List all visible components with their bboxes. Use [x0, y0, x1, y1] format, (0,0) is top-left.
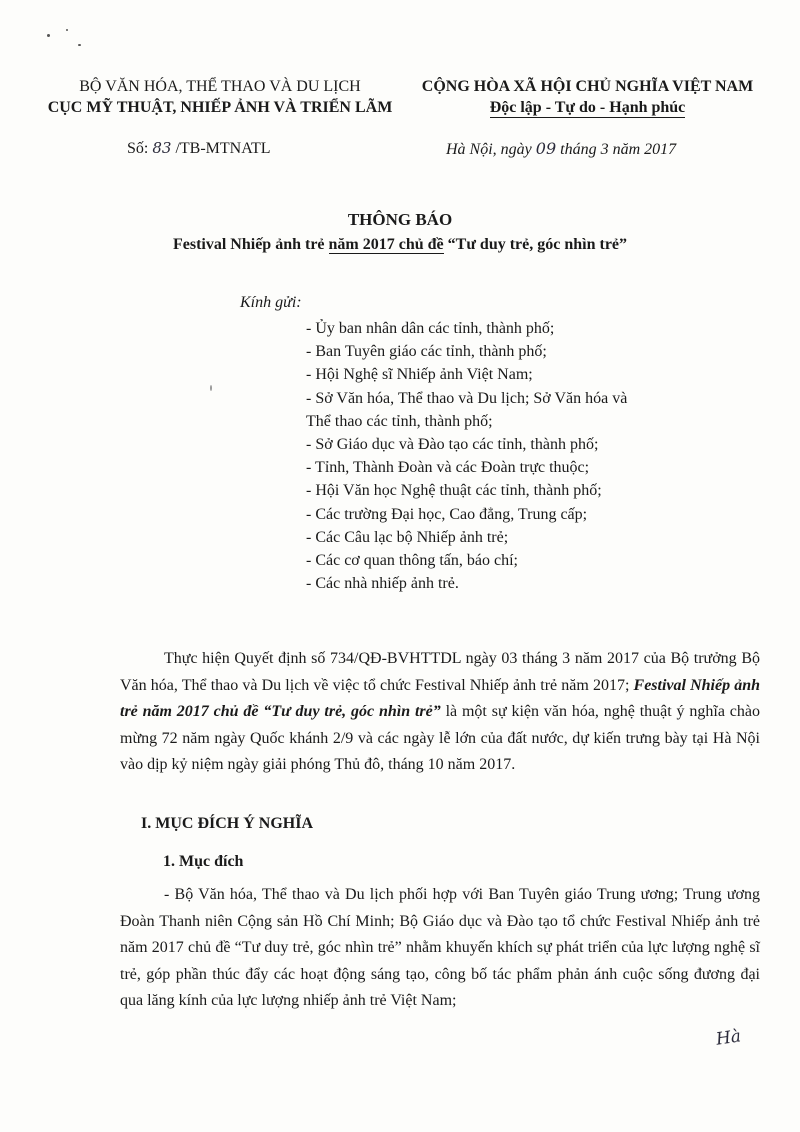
intro-text-b: là một sự kiện văn hóa, nghệ thuật ý nghĩa chào mừng 72 năm ngày Quốc khánh 2/9 và các ngày lễ lớn của đất nước, dự kiến trưng bày tại Hà Nội vào dịp kỷ niệm ngày giải phóng Thủ đô, tháng 10 năm 2017. [120, 703, 761, 773]
national-header [405, 76, 770, 118]
list-item: - Ban Tuyên giáo các tỉnh, thành phố; [306, 343, 547, 361]
list-item: - Các Câu lạc bộ Nhiếp ảnh trẻ; [306, 528, 509, 546]
recipient-list [306, 317, 736, 595]
intro-emphasis: Festival Nhiếp ảnh trẻ năm 2017 chủ đề “Tư duy trẻ, góc nhìn trẻ” [120, 676, 761, 720]
date-day-handwritten: 09 [535, 139, 557, 158]
intro-paragraph [120, 646, 760, 779]
list-item: Thể thao các tỉnh, thành phố; [306, 412, 493, 430]
section-heading: I. MỤC ĐÍCH Ý NGHĨA [141, 815, 313, 832]
document-title: THÔNG BÁO [347, 210, 453, 229]
scan-speck [66, 29, 68, 31]
intro-text-a: Thực hiện Quyết định số 734/QĐ-BVHTTDL ngày 03 tháng 3 năm 2017 của Bộ trưởng Bộ Văn hóa, Thể thao và Du lịch về việc tổ chức Festival Nhiếp ảnh trẻ năm 2017; [120, 650, 760, 694]
handwritten-initials: Hà [714, 1026, 743, 1050]
national-motto: Độc lập - Tự do - Hạnh phúc [489, 99, 686, 116]
document-subtitle [0, 236, 800, 254]
document-date [446, 139, 676, 159]
issuer-block [40, 76, 400, 118]
subsection-heading: 1. Mục đích [163, 853, 244, 870]
list-item: - Các cơ quan thông tấn, báo chí; [306, 552, 518, 570]
purpose-paragraph: - Bộ Văn hóa, Thể thao và Du lịch phối hợp với Ban Tuyên giáo Trung ương; Trung ương Đoàn Thanh niên Cộng sản Hồ Chí Minh; Bộ Giáo dục và Đào tạo tổ chức Festival Nhiếp ảnh trẻ năm 2017 chủ đề “Tư duy trẻ, góc nhìn trẻ” nhằm khuyến khích sự phát triển của lực lượng nghệ sĩ trẻ, góp phần thúc đẩy các hoạt động sáng tạo, công bố tác phẩm phản ánh cuộc sống đương đại qua lăng kính của lực lượng nhiếp ảnh trẻ Việt Nam; [120, 886, 760, 1009]
list-item: - Ủy ban nhân dân các tỉnh, thành phố; [306, 320, 555, 337]
subtitle-part2: năm 2017 chủ đề [328, 236, 444, 253]
list-item: - Hội Nghệ sĩ Nhiếp ảnh Việt Nam; [306, 366, 533, 384]
doc-number-prefix: Số: [127, 140, 149, 157]
greeting: Kính gửi: [240, 294, 302, 311]
list-item: - Tỉnh, Thành Đoàn và các Đoàn trực thuộc; [306, 459, 590, 477]
date-suffix: tháng 3 năm 2017 [560, 141, 677, 158]
doc-number-handwritten: 83 [152, 139, 172, 157]
list-item: - Các nhà nhiếp ảnh trẻ. [306, 575, 459, 593]
list-item: - Các trường Đại học, Cao đẳng, Trung cấp; [306, 505, 588, 523]
doc-number-suffix: /TB-MTNATL [175, 140, 271, 157]
country-name: CỘNG HÒA XÃ HỘI CHỦ NGHĨA VIỆT NAM [421, 78, 754, 95]
subtitle-part3: “Tư duy trẻ, góc nhìn trẻ” [447, 236, 628, 253]
scan-speck [47, 34, 50, 37]
document-number [127, 139, 271, 158]
list-item: - Sở Giáo dục và Đào tạo các tỉnh, thành phố; [306, 436, 599, 454]
date-prefix: Hà Nội, ngày [446, 141, 532, 158]
department-name: CỤC MỸ THUẬT, NHIẾP ẢNH VÀ TRIỂN LÃM [47, 99, 393, 116]
scan-speck [210, 385, 212, 391]
scan-speck [78, 44, 81, 46]
ministry-name: BỘ VĂN HÓA, THỂ THAO VÀ DU LỊCH [79, 78, 361, 95]
list-item: - Sở Văn hóa, Thể thao và Du lịch; Sở Văn hóa và [306, 389, 628, 407]
list-item: - Hội Văn học Nghệ thuật các tỉnh, thành phố; [306, 482, 602, 500]
subtitle-part1: Festival Nhiếp ảnh trẻ [172, 236, 325, 253]
